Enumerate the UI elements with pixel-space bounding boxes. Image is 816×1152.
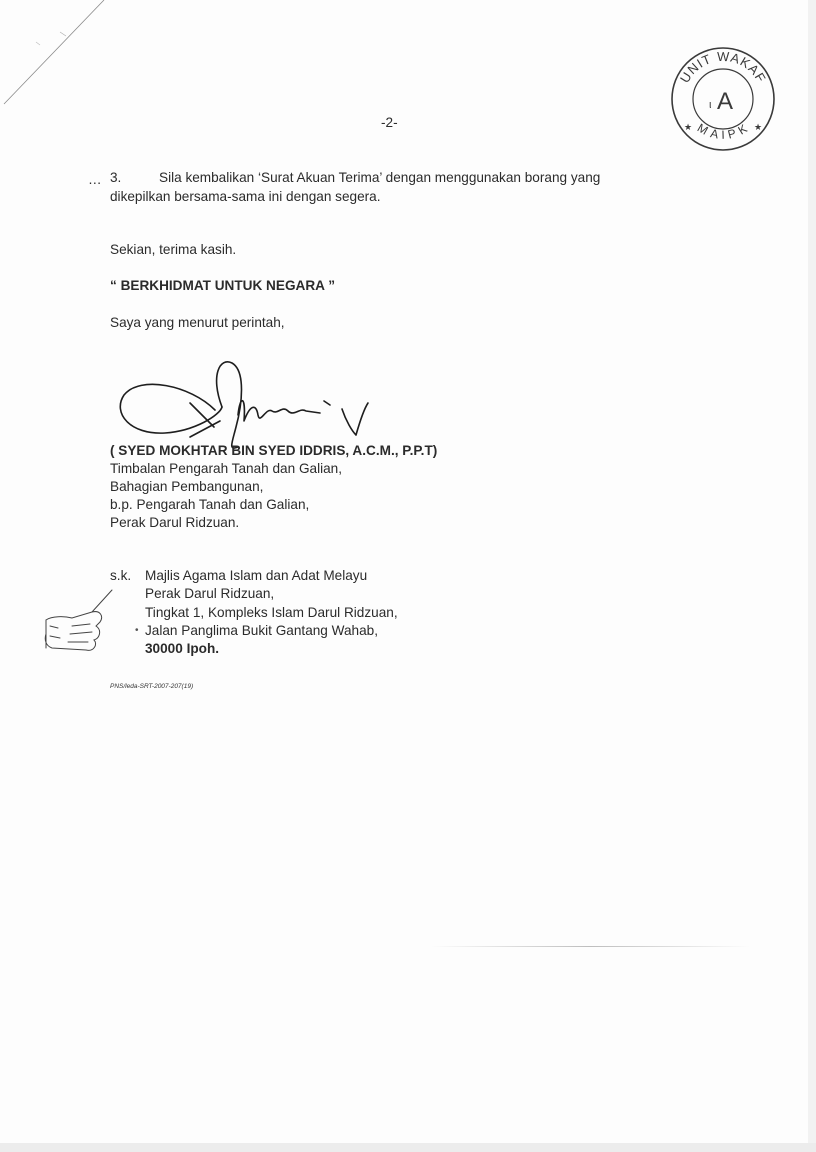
salutation: Saya yang menurut perintah, [110,315,285,330]
signatory-line: Bahagian Pembangunan, [110,479,264,494]
scan-edge-bottom [0,1143,816,1152]
stamp-text-bottom: MAIPK [694,120,752,142]
paragraph-line-1: Sila kembalikan ‘Surat Akuan Terima’ dengan menggunakan borang yang [159,170,601,185]
reference-number: PNS/leda-SRT-2007-207(19) [110,683,194,690]
paragraph-line-2: dikepilkan bersama-sama ini dengan segera. [110,189,381,204]
signatory-line: Perak Darul Ridzuan. [110,515,240,530]
bullet-mark: • [135,625,139,636]
cc-line: Jalan Panglima Bukit Gantang Wahab, [145,623,378,638]
paper-crease [430,946,750,947]
signatory-line: Timbalan Pengarah Tanah dan Galian, [110,461,343,476]
stamp-dot: ι [709,99,712,111]
paragraph-number: 3. [110,170,122,185]
corner-scan-marks [0,0,110,110]
cc-line: Tingkat 1, Kompleks Islam Darul Ridzuan, [145,605,398,620]
scan-edge-right [808,0,816,1152]
svg-text:UNIT WAKAF [677,49,769,86]
stamp-star-left: ★ [684,122,693,132]
cc-label: s.k. [110,568,132,583]
stamp-star-right: ★ [754,122,763,132]
pointing-hand-icon [38,586,118,662]
cc-line: Majlis Agama Islam dan Adat Melayu [145,568,368,583]
page-number: -2- [381,115,398,130]
motto: “ BERKHIDMAT UNTUK NEGARA ” [110,278,336,293]
stamp-text-top: UNIT WAKAF [676,48,770,86]
cc-postcode-line: 30000 Ipoh. [145,641,220,656]
unit-wakaf-stamp [668,46,778,152]
signatory-name: ( SYED MOKHTAR BIN SYED IDDRIS, A.C.M., P.P.T) [110,443,438,458]
closing-text: Sekian, terima kasih. [110,242,237,257]
svg-text:MAIPK [695,120,751,141]
stamp-initial: A [716,88,734,115]
paragraph-leader: … [88,172,102,187]
signatory-line: b.p. Pengarah Tanah dan Galian, [110,497,310,512]
cc-line: Perak Darul Ridzuan, [145,586,275,601]
